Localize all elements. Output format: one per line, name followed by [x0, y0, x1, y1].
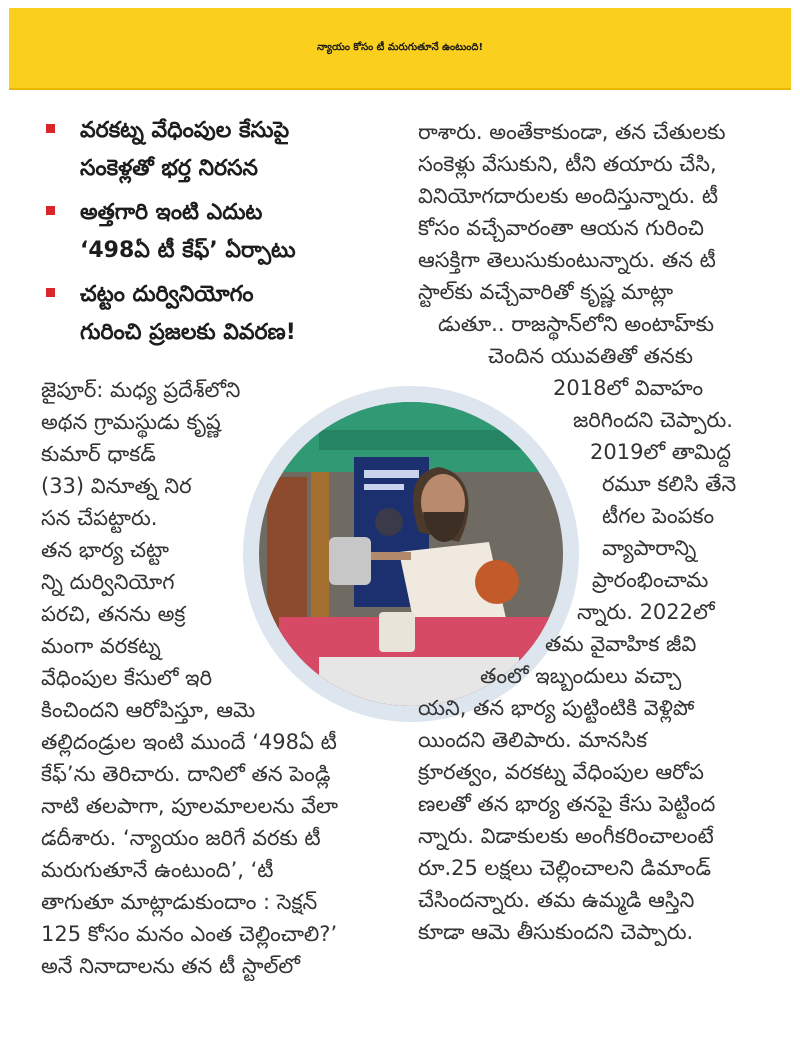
- body-text-line: న్నారు. విడాకులకు అంగీకరించాలంటే: [418, 824, 714, 848]
- body-text-line: సంకెళ్లు వేసుకుని, టీని తయారు చేసి,: [418, 152, 717, 176]
- bullet-list: [40, 112, 410, 358]
- body-text-line: రమూ కలిసి తేనె: [602, 472, 737, 496]
- bullet-item: [40, 112, 410, 188]
- body-text-line: చేసిందన్నారు. తమ ఉమ్మడి ఆస్తిని: [418, 888, 695, 912]
- bullet-text: చట్టం దుర్వినియోగం: [80, 282, 254, 307]
- body-text-line: టీగల పెంపకం: [602, 504, 715, 528]
- body-text-line: స్టాల్‌కు వచ్చేవారితో కృష్ణ మాట్లా: [418, 280, 674, 304]
- bullet-text: వరకట్న వేధింపుల కేసుపై: [80, 118, 290, 143]
- body-text-line: నాటి తలపాగా, పూలమాలలను వేలా: [41, 794, 338, 818]
- body-text-line: వ్యాపారాన్ని: [602, 536, 697, 560]
- body-text-line: 2019లో తామిద్ద: [590, 440, 732, 464]
- bullet-text: ‘498ఏ టీ కేఫ్’ ఏర్పాటు: [80, 238, 296, 263]
- body-text-line: వినియోగదారులకు అందిస్తున్నారు. టీ: [418, 184, 719, 208]
- bullet-text: గురించి ప్రజలకు వివరణ!: [80, 320, 296, 345]
- square-bullet-icon: [46, 124, 55, 133]
- body-text-line: వేధింపుల కేసులో ఇరి: [41, 666, 213, 690]
- bullet-item: [40, 194, 410, 270]
- body-text-line: ప్రారంభించామ: [592, 568, 709, 592]
- body-text-line: జరిగిందని చెప్పారు.: [573, 408, 733, 432]
- body-text-line: తంలో ఇబ్బందులు వచ్చా: [480, 664, 682, 688]
- body-text-line: యిందని తెలిపారు. మానసిక: [418, 728, 648, 752]
- body-text-line: రూ.25 లక్షలు చెల్లించాలని డిమాండ్: [418, 856, 711, 880]
- body-text-line: తన భార్య చట్టా: [41, 538, 169, 562]
- body-text-line: అథన గ్రామస్థుడు కృష్ణ: [41, 410, 221, 434]
- body-text-line: డదీశారు. ‘న్యాయం జరిగే వరకు టీ: [41, 826, 321, 850]
- body-text-line: న్నారు. 2022లో: [577, 600, 715, 624]
- body-text-line: 2018లో వివాహం: [553, 376, 704, 400]
- body-text-line: కూడా ఆమె తీసుకుందని చెప్పారు.: [418, 920, 694, 944]
- body-text-line: డుతూ.. రాజస్థాన్‌లోని అంటాహ్‌కు: [438, 312, 715, 336]
- body-text-line: కించిందని ఆరోపిస్తూ, ఆమె: [41, 698, 256, 722]
- bullet-text: సంకెళ్లతో భర్త నిరసన: [80, 156, 258, 181]
- body-text-line: పరచి, తనను అక్ర: [41, 602, 186, 626]
- bullet-text: అత్తగారి ఇంటి ఎదుట: [80, 200, 263, 225]
- body-text-line: 125 కోసం మనం ఎంత చెల్లించాలి?’: [41, 922, 338, 946]
- body-text-line: ణలతో తన భార్య తనపై కేసు పెట్టింద: [418, 792, 716, 816]
- body-text-line: చెందిన యువతితో తనకు: [488, 344, 693, 368]
- body-text-line: న్ని దుర్వినియోగ: [41, 570, 175, 594]
- body-text-line: కోసం వచ్చేవారంతా ఆయన గురించి: [418, 216, 704, 240]
- body-text-line: తమ వైవాహిక జీవి: [545, 632, 697, 656]
- square-bullet-icon: [46, 288, 55, 297]
- body-text-line: యని, తన భార్య పుట్టింటికి వెళ్లిపో: [418, 696, 695, 720]
- body-text-line: మంగా వరకట్న: [41, 634, 161, 658]
- body-text-line: ఆసక్తిగా తెలుసుకుంటున్నారు. తన టీ: [418, 248, 716, 272]
- body-text-line: కేఫ్’ను తెరిచారు. దానిలో తన పెండ్లి: [41, 762, 331, 786]
- bullet-item: [40, 276, 410, 352]
- body-text-line: జైపూర్: మధ్య ప్రదేశ్‌లోని: [41, 378, 241, 402]
- body-text-line: అనే నినాదాలను తన టీ స్టాల్‌లో: [41, 954, 300, 978]
- headline: న్యాయం కోసం టీ మరుగుతూనే ఉంటుంది!: [316, 42, 484, 53]
- body-text-line: సన చేపట్టారు.: [41, 506, 158, 530]
- body-text-line: తాగుతూ మాట్లాడుకుందాం : సెక్షన్: [41, 890, 318, 914]
- body-text-line: రాశారు. అంతేకాకుండా, తన చేతులకు: [418, 120, 726, 144]
- body-text-line: తల్లిదండ్రుల ఇంటి ముందే ‘498ఏ టీ: [41, 730, 337, 754]
- body-text-line: (33) వినూత్న నిర: [41, 474, 192, 498]
- body-text-line: మరుగుతూనే ఉంటుంది’, ‘టీ: [41, 858, 274, 882]
- square-bullet-icon: [46, 206, 55, 215]
- body-text-line: కుమార్ ధాకడ్: [41, 442, 156, 466]
- body-text-line: క్రూరత్వం, వరకట్న వేధింపుల ఆరోప: [418, 760, 704, 784]
- headline-band: [9, 8, 791, 90]
